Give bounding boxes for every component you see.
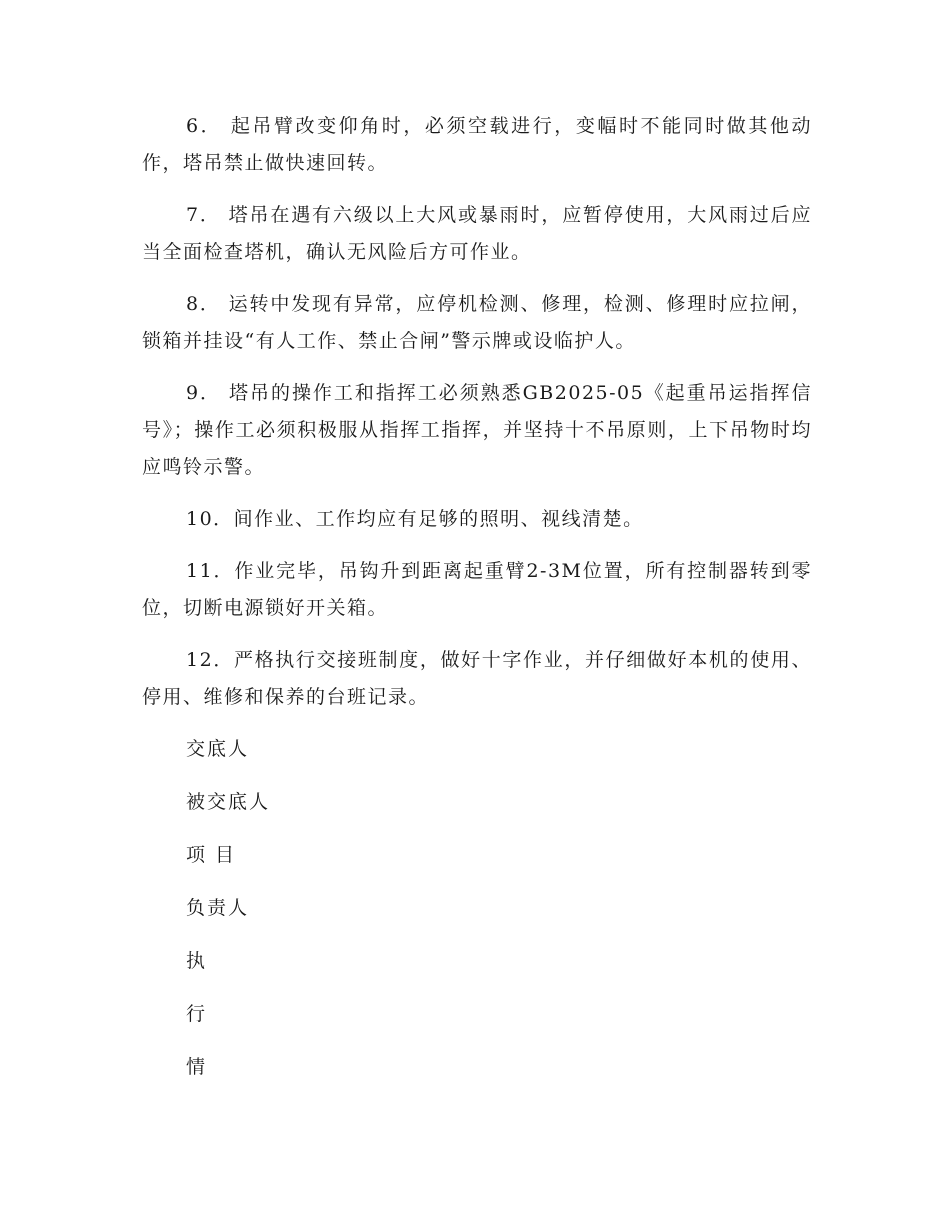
paragraph-item-12: 12．严格执行交接班制度，做好十字作业，并仔细做好本机的使用、停用、维修和保养的台班记录。 <box>142 649 812 708</box>
execution-label-char-2: 行 <box>186 1003 208 1025</box>
paragraph-item-8: 8． 运转中发现有异常，应停机检测、修理，检测、修理时应拉闸，锁箱并挂设“有人工作、禁止合闸”警示牌或设临护人。 <box>142 293 812 352</box>
execution-label-char-3: 情 <box>186 1056 208 1078</box>
paragraph-item-6: 6． 起吊臂改变仰角时，必须空载进行，变幅时不能同时做其他动作，塔吊禁止做快速回转。 <box>142 115 812 174</box>
execution-label-char-1: 执 <box>186 950 208 972</box>
recipient-label: 被交底人 <box>186 791 271 813</box>
document-body <box>142 108 812 1102</box>
paragraph-item-7: 7． 塔吊在遇有六级以上大风或暴雨时，应暂停使用，大风雨过后应当全面检查塔机，确认无风险后方可作业。 <box>142 204 812 263</box>
signature-section <box>142 731 812 1086</box>
paragraph-item-10: 10．间作业、工作均应有足够的照明、视线清楚。 <box>186 508 644 530</box>
discloser-label: 交底人 <box>186 738 250 760</box>
paragraph-item-11: 11．作业完毕，吊钩升到距离起重臂2-3M位置，所有控制器转到零位，切断电源锁好开关箱。 <box>142 560 812 619</box>
paragraph-item-9: 9． 塔吊的操作工和指挥工必须熟悉GB2025-05《起重吊运指挥信号》；操作工必须积极服从指挥工指挥，并坚持十不吊原则，上下吊物时均应鸣铃示警。 <box>142 382 812 478</box>
manager-label: 负责人 <box>186 897 250 919</box>
project-label: 项 目 <box>186 844 237 866</box>
